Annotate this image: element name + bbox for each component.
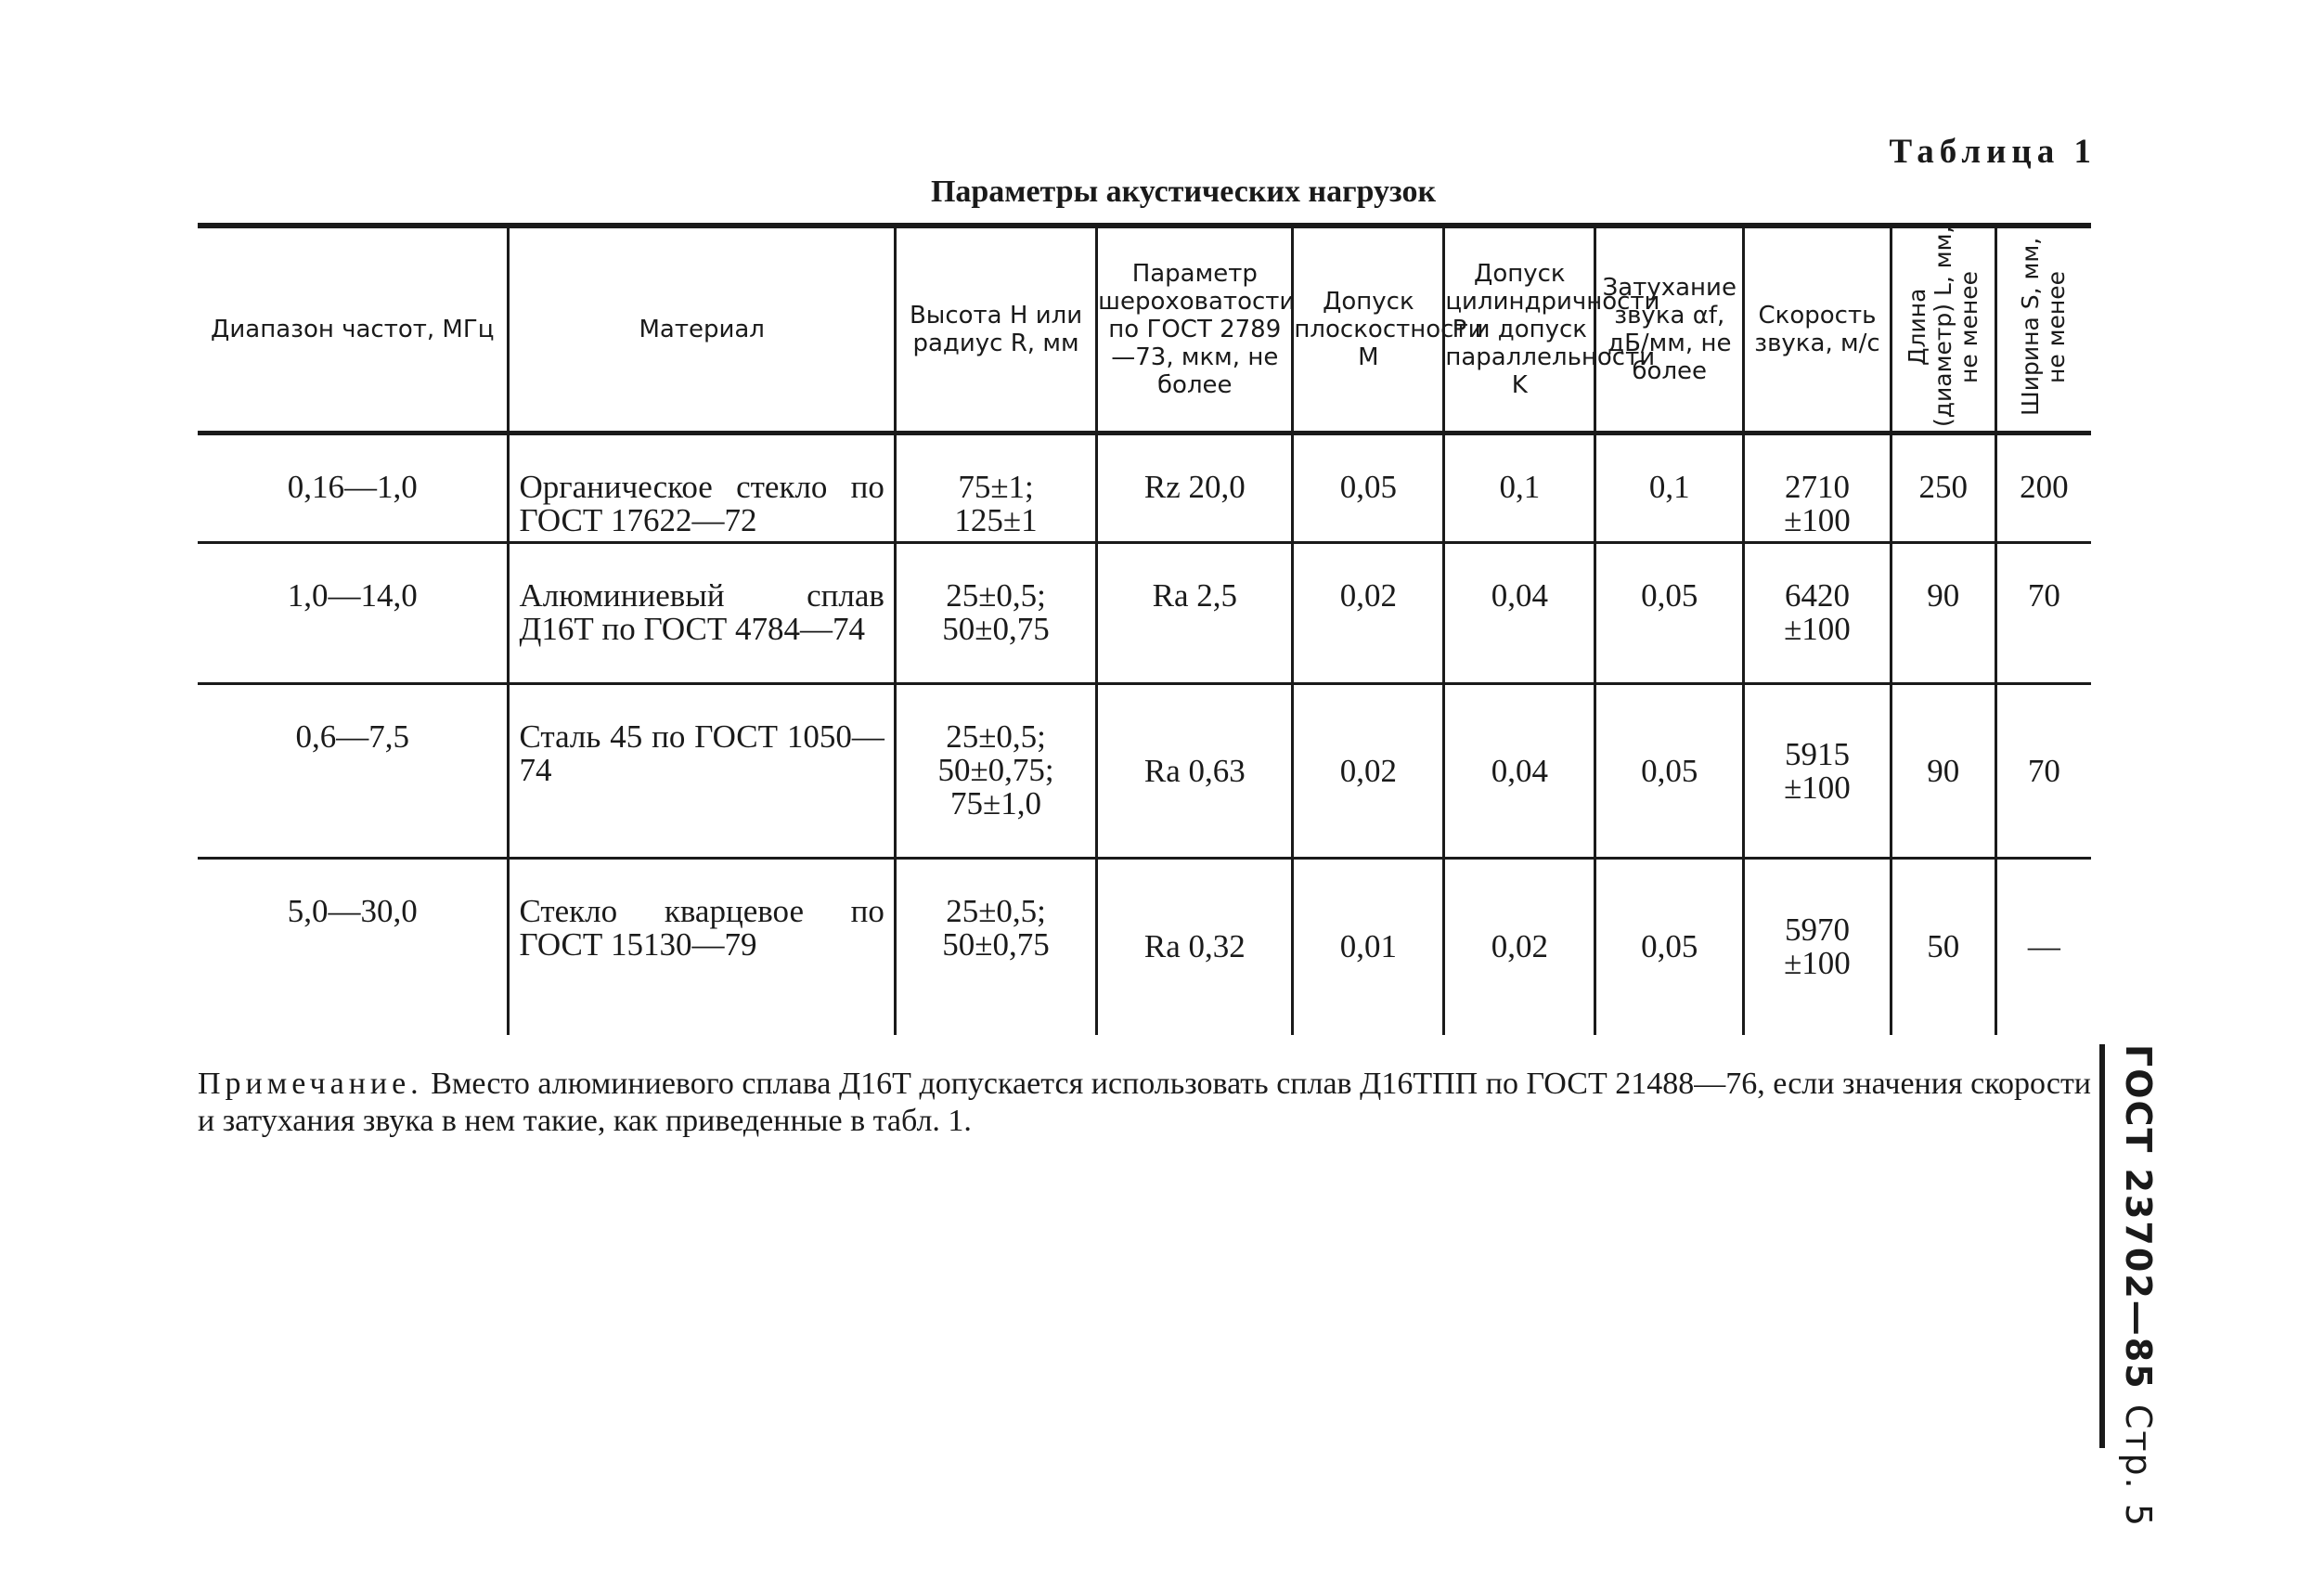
table-note [198,1066,2091,1140]
table-row [198,433,2091,543]
cell-cylindricity: 0,04 [1444,543,1595,684]
cell-speed-line: ±100 [1784,769,1851,806]
cell-height [895,543,1096,684]
table-number-label: Таблица 1 [1889,133,2097,171]
acoustic-loads-table [198,223,2091,1035]
cell-attenuation: 0,05 [1595,543,1744,684]
cell-range: 5,0—30,0 [287,893,418,929]
note-text: Вместо алюминиевого сплава Д16Т допускается использовать сплав Д16ТПП по ГОСТ 21488—76, если значения скорости и затухания звука в нем такие, как приведенные в табл. 1. [198,1067,2091,1138]
cell-height-line: 125±1 [954,502,1038,538]
cell-material: Алюминиевый сплав Д16Т по ГОСТ 4784—74 [509,543,895,684]
cell-range: 0,6—7,5 [198,684,509,859]
header-attenuation: Затухание звука αf, дБ/мм, не более [1595,226,1744,433]
cell-flatness: 0,01 [1293,859,1444,1035]
cell-cylindricity: 0,02 [1444,859,1595,1035]
cell-width: — [1995,859,2091,1035]
header-range: Диапазон частот, МГц [198,226,509,433]
cell-height [895,684,1096,859]
cell-material: Органическое стекло по ГОСТ 17622—72 [509,433,895,543]
standard-number: ГОСТ 23702—85 [2118,1044,2159,1390]
cell-roughness: Ra 0,63 [1097,684,1293,859]
table-title: Параметры акустических нагрузок [930,175,1437,209]
header-roughness: Параметр шероховатости по ГОСТ 2789—73, мкм, не более [1097,226,1293,433]
header-width-cell [1995,226,2091,433]
table-row [198,684,2091,859]
table-row [198,543,2091,684]
cell-speed-line: 6420 [1784,577,1850,614]
cell-width: 200 [1995,433,2091,543]
cell-length: 50 [1891,859,1995,1035]
header-material: Материал [509,226,895,433]
cell-speed-line: 5970 [1784,912,1850,949]
cell-range: 1,0—14,0 [198,543,509,684]
header-speed: Скорость звука, м/с [1744,226,1891,433]
table-header-row [198,226,2091,433]
cell-speed-line: ±100 [1784,611,1851,647]
cell-width: 70 [1995,543,2091,684]
cell-height-line: 25±0,5; [946,577,1046,614]
cell-length: 250 [1891,433,1995,543]
cell-height-line: 25±0,5; [946,718,1046,755]
cell-height-line: 50±0,75 [942,611,1050,647]
cell-height-line: 50±0,75 [942,926,1050,963]
cell-height [895,859,1096,1035]
cell-height-line: 75±1,0 [950,785,1042,821]
cell-height-line: 25±0,5; [946,893,1046,929]
header-length-cell [1891,226,1995,433]
cell-speed-line: ±100 [1784,945,1851,982]
cell-height-line: 50±0,75; [937,752,1054,788]
cell-speed [1744,684,1891,859]
header-height: Высота H или радиус R, мм [895,226,1096,433]
table-row [198,859,2091,1035]
cell-attenuation: 0,05 [1595,684,1744,859]
cell-speed-line: ±100 [1784,502,1851,538]
cell-height-line: 75±1; [958,469,1034,505]
running-header [2118,1044,2159,1528]
header-cylindricity: Допуск цилиндричности P и допуск параллельности K [1444,226,1595,433]
cell-flatness: 0,05 [1293,433,1444,543]
cell-roughness: Ra 2,5 [1097,543,1293,684]
cell-roughness: Rz 20,0 [1097,433,1293,543]
cell-cylindricity: 0,04 [1444,684,1595,859]
cell-length: 90 [1891,543,1995,684]
cell-attenuation: 0,1 [1595,433,1744,543]
cell-speed [1744,859,1891,1035]
cell-material: Стекло кварцевое по ГОСТ 15130—79 [509,859,895,1035]
page-number: Стр. 5 [2118,1403,2159,1528]
cell-roughness: Ra 0,32 [1097,859,1293,1035]
cell-cylindricity: 0,1 [1444,433,1595,543]
cell-attenuation: 0,05 [1595,859,1744,1035]
cell-flatness: 0,02 [1293,684,1444,859]
header-length: Длина (диаметр) L, мм, не менее [1903,226,1982,427]
cell-speed-line: 2710 [1784,469,1850,505]
cell-height [895,433,1096,543]
cell-speed [1744,543,1891,684]
cell-speed-line: 5915 [1784,735,1850,772]
cell-range: 0,16—1,0 [198,433,509,543]
header-width: Ширина S, мм, не менее [2017,237,2071,416]
note-lead: Примечание. [198,1067,423,1101]
cell-flatness: 0,02 [1293,543,1444,684]
cell-length: 90 [1891,684,1995,859]
cell-speed [1744,433,1891,543]
cell-width: 70 [1995,684,2091,859]
header-flatness: Допуск плоскостности M [1293,226,1444,433]
cell-material: Сталь 45 по ГОСТ 1050—74 [509,684,895,859]
